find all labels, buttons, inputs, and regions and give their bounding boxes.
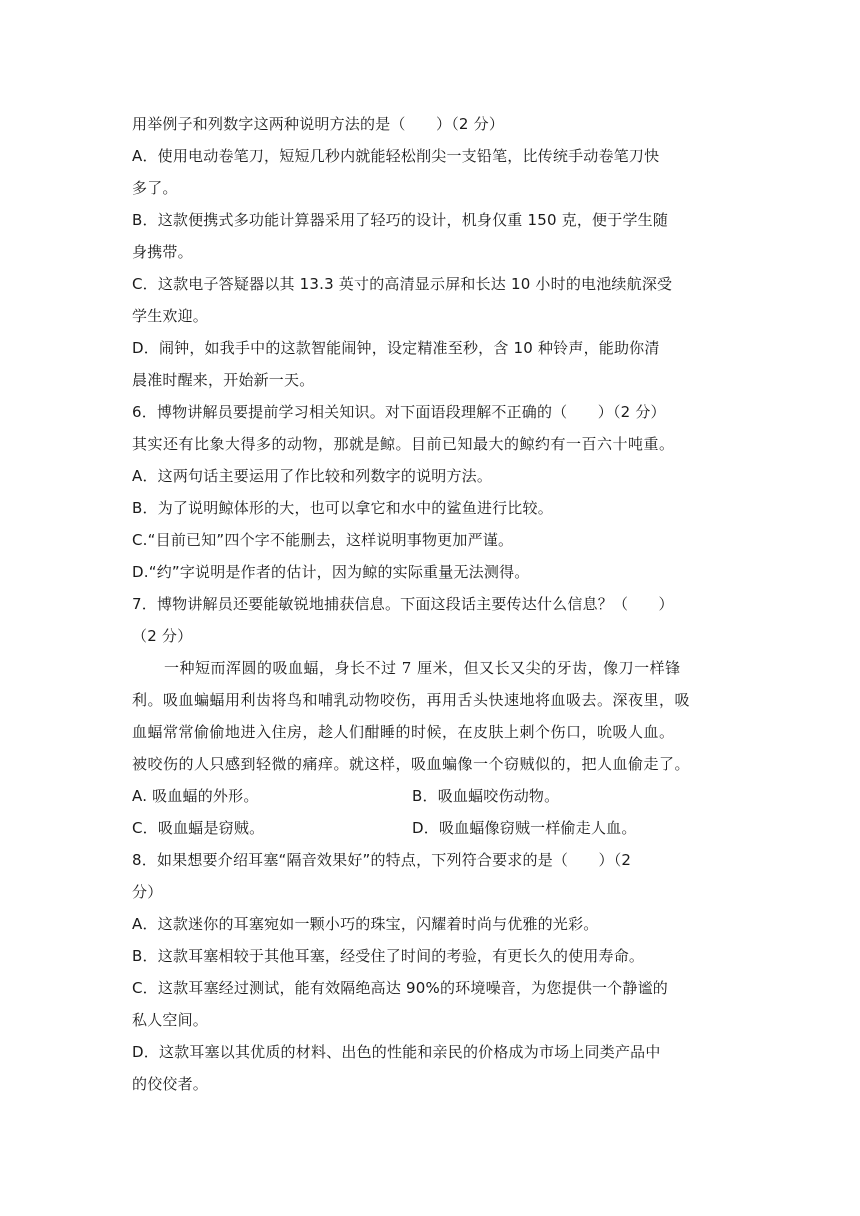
- text-line: 私人空间。: [132, 1011, 209, 1029]
- text-line: 身携带。: [132, 243, 193, 261]
- option-6a: A．这两句话主要运用了作比较和列数字的说明方法。: [132, 467, 493, 485]
- options-7-row1: [132, 780, 732, 812]
- text-line: 多了。: [132, 179, 178, 197]
- question-7-passage: 血蝠常常偷偷地进入住房，趁人们酣睡的时候，在皮肤上刺个伤口，吮吸人血。: [132, 723, 675, 741]
- question-7: 7．博物讲解员还要能敏锐地捕获信息。下面这段话主要传达什么信息？（ ）: [132, 595, 674, 613]
- option-7d: D．吸血蝠像窃贼一样偷走人血。: [412, 819, 637, 837]
- option-5a: A．使用电动卷笔刀，短短几秒内就能轻松削尖一支铅笔，比传统手动卷笔刀快: [132, 147, 660, 165]
- option-7a: A. 吸血蝠的外形。: [132, 787, 259, 805]
- question-6: 6．博物讲解员要提前学习相关知识。对下面语段理解不正确的（ ）（2 分）: [132, 403, 666, 421]
- text-line: 学生欢迎。: [132, 307, 209, 325]
- text-line: 晨准时醒来，开始新一天。: [132, 371, 315, 389]
- question-8-points: 分）: [132, 883, 163, 901]
- text-line: 的佼佼者。: [132, 1075, 209, 1093]
- option-6d: D.“约”字说明是作者的估计，因为鲸的实际重量无法测得。: [132, 563, 530, 581]
- option-7c: C．吸血蝠是窃贼。: [132, 819, 265, 837]
- option-5d: D．闹钟，如我手中的这款智能闹钟，设定精准至秒，含 10 种铃声，能助你清: [132, 339, 660, 357]
- question-content: [132, 108, 732, 1100]
- option-8a: A．这款迷你的耳塞宛如一颗小巧的珠宝，闪耀着时尚与优雅的光彩。: [132, 915, 599, 933]
- question-7-passage: 一种短而浑圆的吸血蝠，身长不过 7 厘米，但又长又尖的牙齿，像刀一样锋: [164, 659, 681, 677]
- option-8c: C．这款耳塞经过测试，能有效隔绝高达 90%的环境噪音，为您提供一个静谧的: [132, 979, 668, 997]
- option-5b: B．这款便携式多功能计算器采用了轻巧的设计，机身仅重 150 克，便于学生随: [132, 211, 669, 229]
- question-7-passage: 利。吸血蝙蝠用利齿将鸟和哺乳动物咬伤，再用舌头快速地将血吸去。深夜里，吸: [132, 691, 691, 709]
- question-6-passage: 其实还有比象大得多的动物，那就是鲸。目前已知最大的鲸约有一百六十吨重。: [132, 435, 675, 453]
- question-7-points: （2 分）: [132, 627, 193, 645]
- option-7b: B．吸血蝠咬伤动物。: [412, 787, 560, 805]
- option-6c: C.“目前已知”四个字不能删去，这样说明事物更加严谨。: [132, 531, 514, 549]
- text-line: 用举例子和列数字这两种说明方法的是（ ）（2 分）: [132, 115, 505, 133]
- question-7-passage: 被咬伤的人只感到轻微的痛痒。就这样，吸血蝙像一个窃贼似的，把人血偷走了。: [132, 755, 691, 773]
- question-8: 8．如果想要介绍耳塞“隔音效果好”的特点，下列符合要求的是（ ）（2: [132, 851, 632, 869]
- option-6b: B．为了说明鲸体形的大，也可以拿它和水中的鲨鱼进行比较。: [132, 499, 553, 517]
- option-5c: C．这款电子答疑器以其 13.3 英寸的高清显示屏和长达 10 小时的电池续航深受: [132, 275, 673, 293]
- option-8b: B．这款耳塞相较于其他耳塞，经受住了时间的考验，有更长久的使用寿命。: [132, 947, 645, 965]
- option-8d: D．这款耳塞以其优质的材料、出色的性能和亲民的价格成为市场上同类产品中: [132, 1043, 661, 1061]
- options-7-row2: [132, 812, 732, 844]
